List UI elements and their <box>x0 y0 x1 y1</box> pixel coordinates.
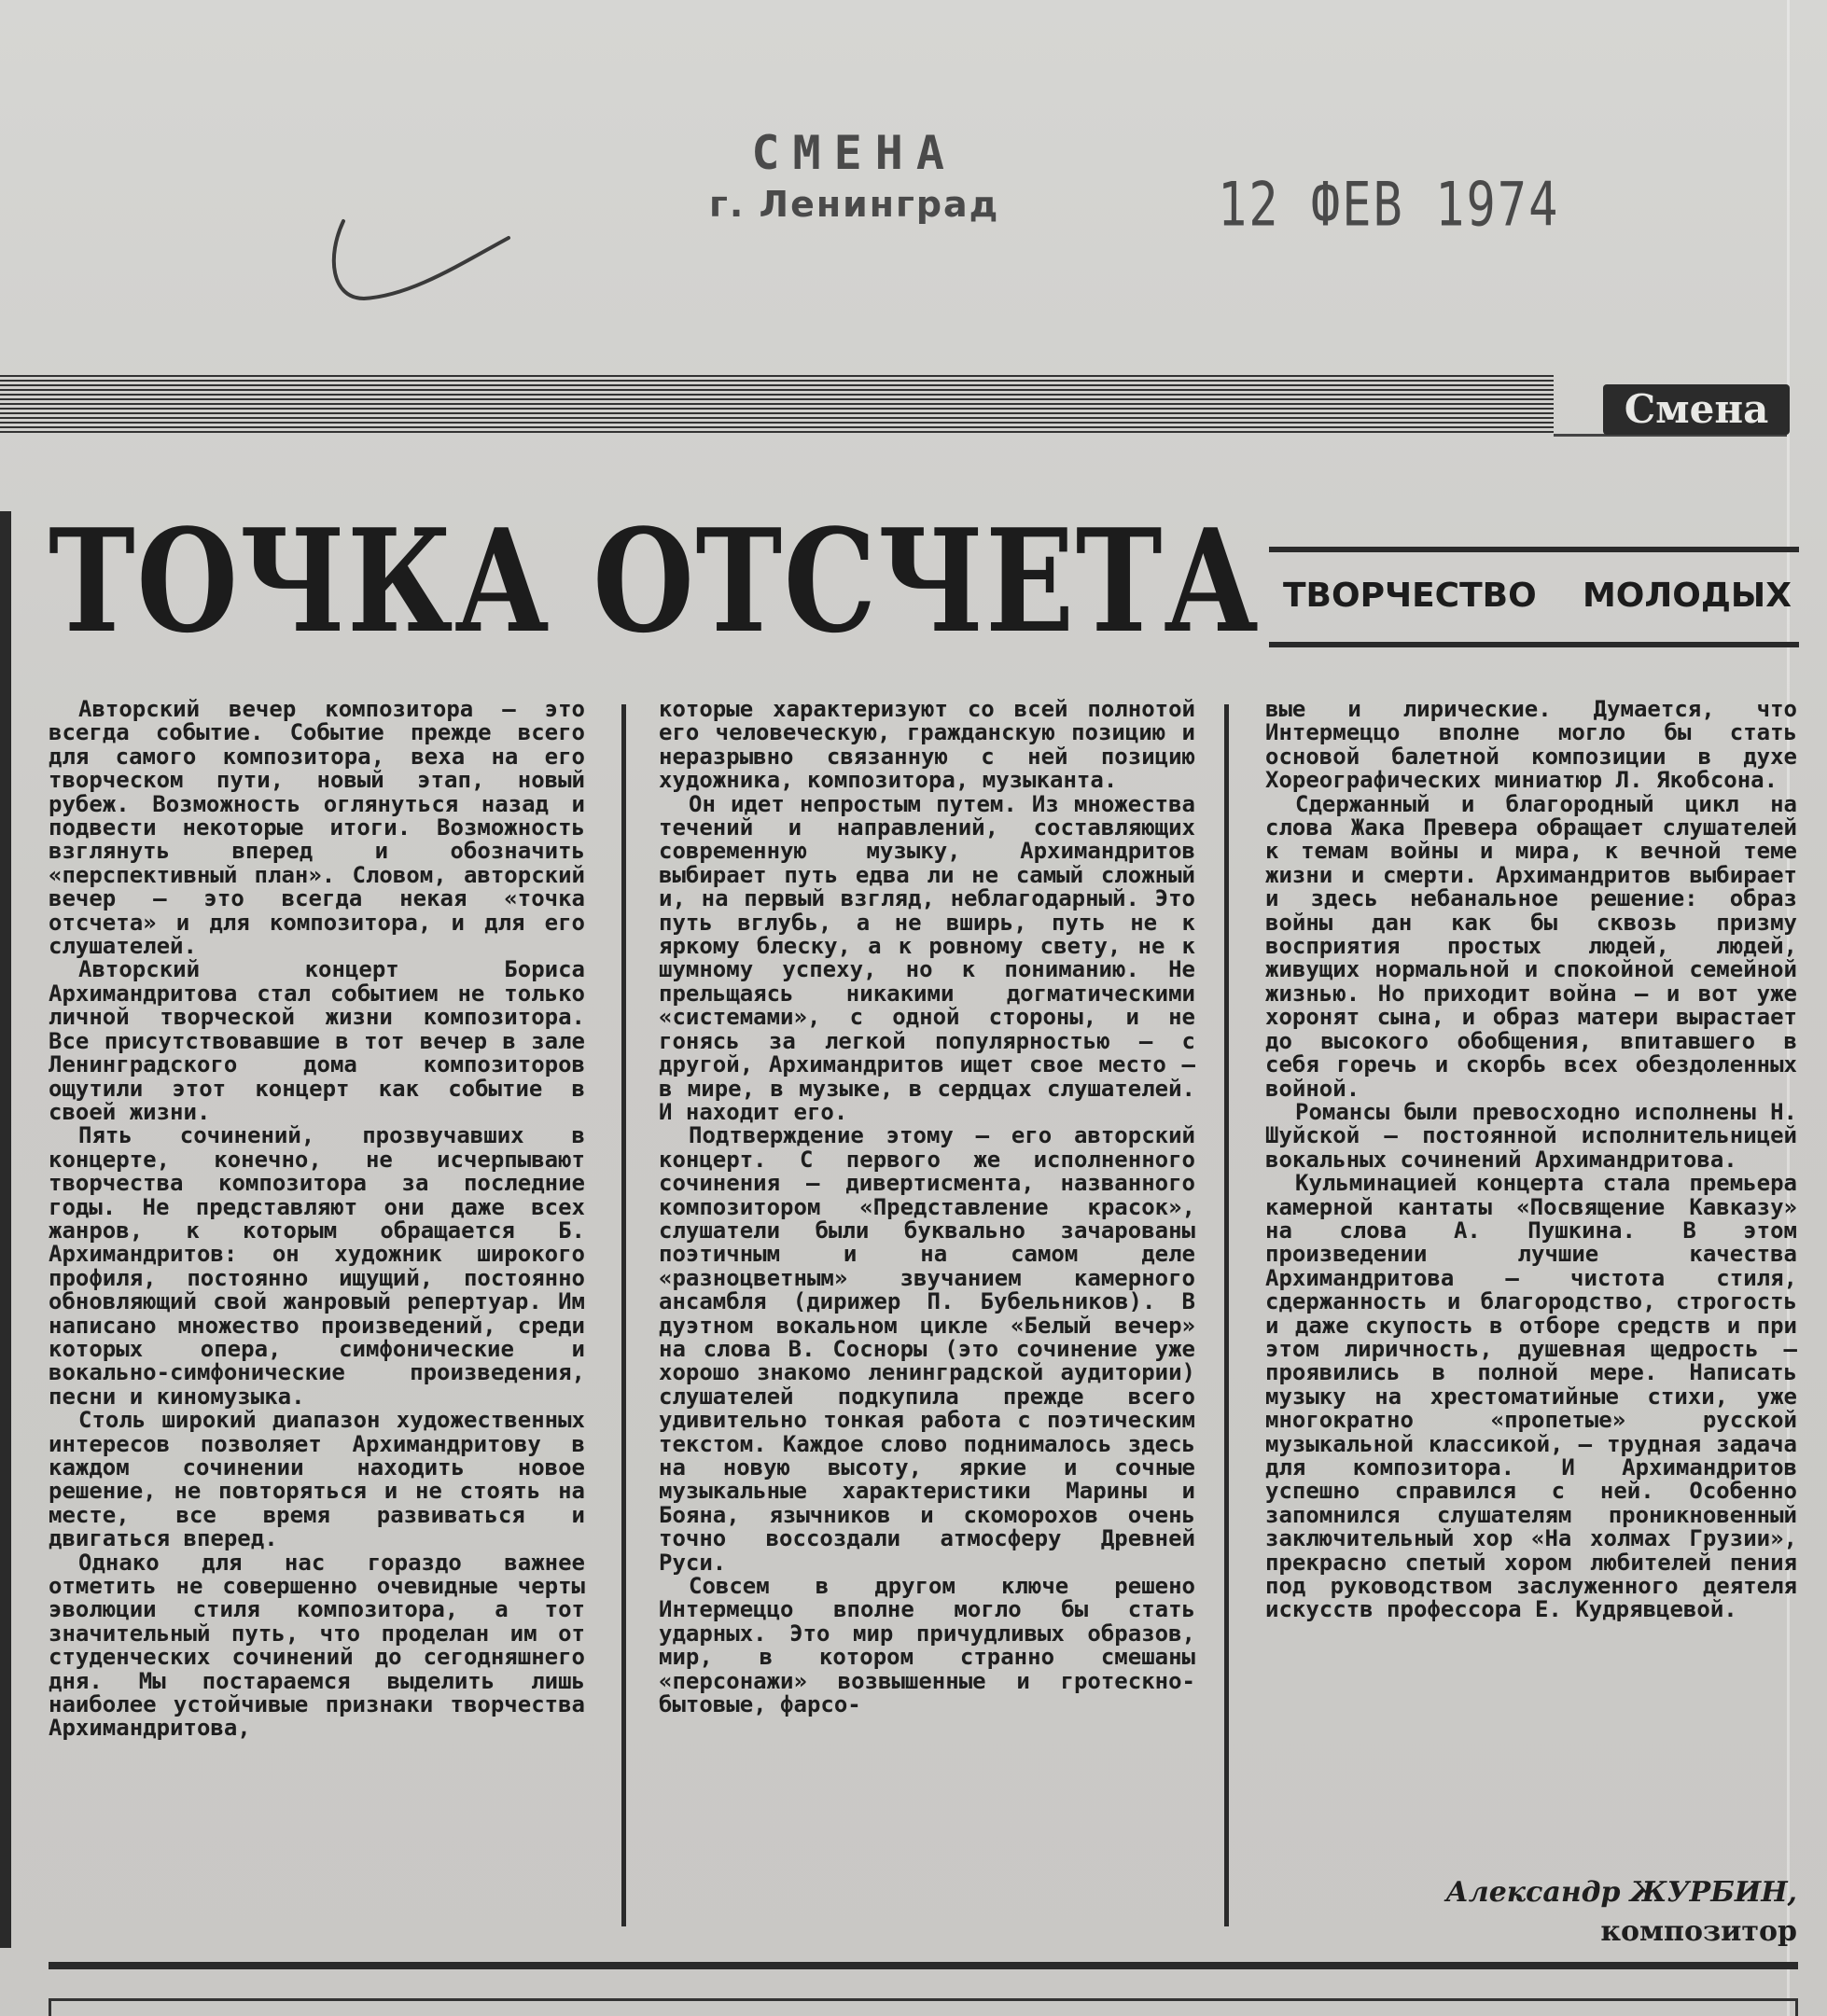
paragraph: Сдержанный и благородный цикл на слова Жака Превера обращает слушателей к темам войны и мира, к вечной теме жизни и смерти. Архимандритов выбирает и здесь небанальное решение: образ войны дан как бы сквозь призму восприятия простых людей, людей, живущих нормальной и спокойной семейной жизнью. Но приходит война — и вот уже хоронят сына, и образ матери вырастает до высокого обобщения, впитавшего в себя горечь и скорбь всех обездоленных войной. <box>1265 790 1797 1102</box>
column-rule <box>1224 704 1229 1926</box>
column-rule <box>621 704 626 1926</box>
paragraph: Он идет непростым путем. Из множества течений и направлений, составляющих современную музыку, Архимандритов выбирает путь едва ли не самый сложный и, на первый взгляд, неблагодарный. Это путь вглубь, а не вширь, путь не к яркому блеску, а к ровному свету, не к шумному успеху, но к пониманию. Не прельщаясь никакими догматическими «системами», с одной стороны, и не гонясь за легкой популярностью — с другой, Архимандритов ищет свое место — в мире, в музыке, в сердцах слушателей. И находит его. <box>659 790 1195 1125</box>
rubric-right: МОЛОДЫХ <box>1582 577 1792 615</box>
article-column-3 <box>1265 698 1797 1622</box>
paragraph: Авторский концерт Бориса Архимандритова стал событием не только личной творческой жизни композитора. Все присутствовавшие в тот вечер в зале Ленинградского дома композиторов ощутили этот концерт как событие в своей жизни. <box>49 956 585 1125</box>
paragraph: Пять сочинений, прозвучавших в концерте, конечно, не исчерпывают творчества композитора за последние годы. Не представляют они даже всех жанров, к которым обращается Б. Архимандритов: он художник широкого профиля, постоянно ищущий, постоянно обновляющий свой жанровый репертуар. Им написано множество произведений, среди которых опера, симфонические и вокально-симфонические произведения, песни и киномузыка. <box>49 1122 585 1410</box>
newspaper-logo: Смена <box>1603 384 1790 435</box>
author-role: композитор <box>1600 1915 1797 1948</box>
pen-check-mark <box>327 210 513 313</box>
rubric-rule-bottom <box>1269 642 1799 647</box>
masthead-band <box>0 375 1554 433</box>
paragraph: Столь широкий диапазон художественных интересов позволяет Архимандритову в каждом сочинении находить новое решение, не повторяться и не стоять на месте, все время развиваться и двигаться вперед. <box>49 1407 585 1552</box>
article-column-2 <box>659 698 1195 1717</box>
bottom-frame <box>49 1998 1798 2016</box>
paragraph: Подтверждение этому — его авторский концерт. С первого же исполненного сочинения — дивертисмента, названного композитором «Представление красок», слушатели были буквально зачарованы поэтичным и на самом деле «разноцветным» звучанием камерного ансамбля (дирижер П. Бубельников). В дуэтном вокальном цикле «Белый вечер» на слова В. Сосноры (это сочинение уже хорошо знакомо ленинградской аудитории) слушателей подкупила прежде всего удивительно тонкая работа с поэтическим текстом. Каждое слово поднималось здесь на новую высоту, яркие и сочные музыкальные характеристики Марины и Бояна, язычников и скоморохов очень точно воссоздали атмосферу Древней Руси. <box>659 1122 1195 1576</box>
rubric-rule-top <box>1269 547 1799 552</box>
clipping-edge <box>0 511 11 1948</box>
bottom-rule <box>49 1962 1798 1969</box>
library-stamp <box>709 126 999 225</box>
author-name: Александр ЖУРБИН, <box>1445 1876 1797 1909</box>
rubric <box>1283 577 1792 615</box>
paragraph: Кульминацией концерта стала премьера камерной кантаты «Посвящение Кавказу» на слова А. Пушкина. В этом произведении лучшие качества Архимандритова — чистота стиля, сдержанность и благородство, строгость и даже скупость в отборе средств и при этом лиричность, душевная щедрость — проявились в полной мере. Написать музыку на хрестоматийные стихи, уже многократно «пропетые» русской музыкальной классикой, — трудная задача для композитора. И Архимандритов успешно справился с ней. Особенно запомнился слушателям проникновенный заключительный хор «На холмах Грузии», прекрасно спетый хором любителей пения под руководством заслуженного деятеля искусств профессора Е. Кудрявцевой. <box>1265 1170 1797 1623</box>
paragraph: Романсы были превосходно исполнены Н. Шуйской — постоянной исполнительницей вокальных сочинений Архимандритова. <box>1265 1098 1797 1173</box>
paragraph: Авторский вечер композитора — это всегда событие. Событие прежде всего для самого композитора, веха на его творческом пути, новый этап, новый рубеж. Возможность оглянуться назад и подвести некоторые итоги. Возможность взглянуть вперед и обозначить «перспективный план». Словом, авторский вечер — это всегда некая «точка отсчета» и для композитора, и для его слушателей. <box>49 696 585 960</box>
article-column-1 <box>49 698 585 1741</box>
author-signature <box>1265 1873 1797 1952</box>
stamp-city: г. Ленинград <box>709 184 1000 225</box>
paragraph: вые и лирические. Думается, что Интермеццо вполне могло бы стать основой балетной композиции в духе Хореографических миниатюр Л. Якобсона. <box>1265 696 1797 794</box>
paragraph: Однако для нас гораздо важнее отметить не совершенно очевидные черты эволюции стиля композитора, а тот значительный путь, что проделан им от студенческих сочинений до сегодняшнего дня. Мы постараемся выделить лишь наиболее устойчивые признаки творчества Архимандритова, <box>49 1549 585 1742</box>
paragraph: Совсем в другом ключе решено Интермеццо вполне могло бы стать ударных. Это мир причудливых образов, мир, в котором странно смешаны «персонажи» возвышенные и гротескно-бытовые, фарсо- <box>659 1573 1195 1718</box>
stamp-newspaper: СМЕНА <box>751 126 957 180</box>
article-headline: ТОЧКА ОТСЧЕТА <box>49 497 1261 664</box>
rubric-left: ТВОРЧЕСТВО <box>1283 577 1537 615</box>
paragraph: которые характеризуют со всей полнотой его человеческую, гражданскую позицию и неразрывно связанную с ней позицию художника, композитора, музыканта. <box>659 696 1195 794</box>
stamp-date: 12 ФЕВ 1974 <box>1218 170 1560 241</box>
